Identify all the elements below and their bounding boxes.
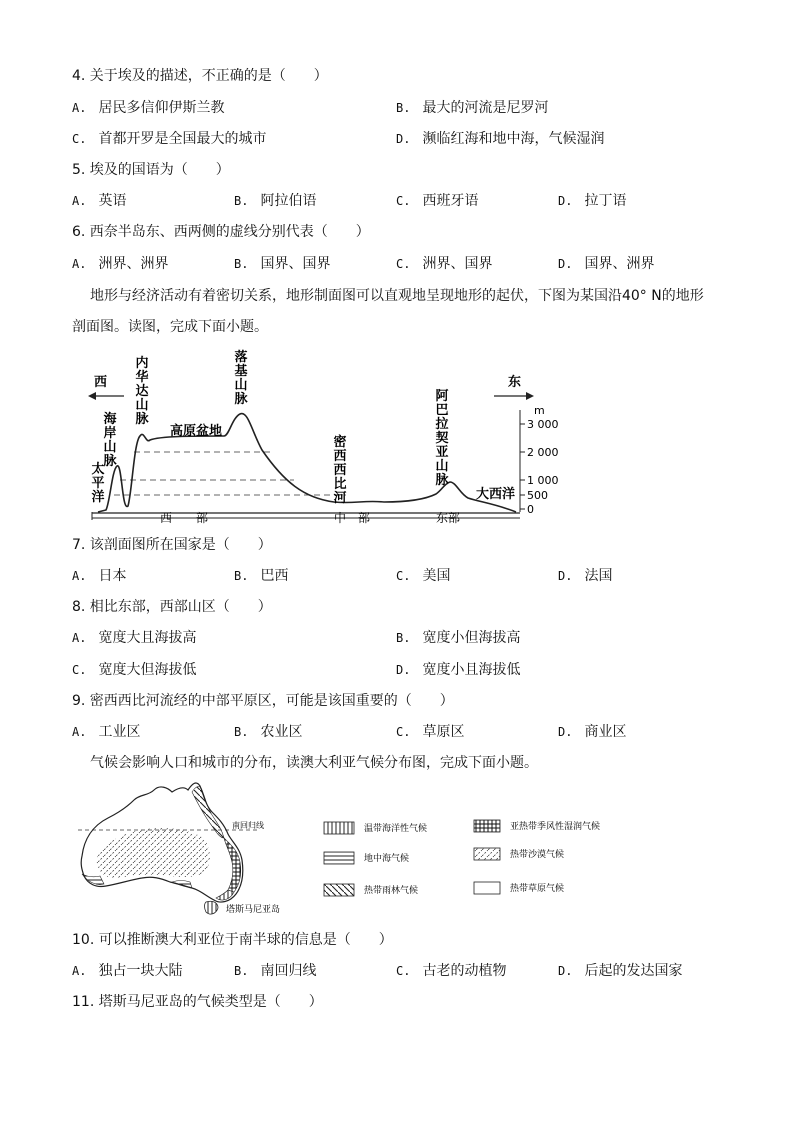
q8-option-d[interactable]: D. 宽度小且海拔低 [396,662,521,678]
q4-stem: 4. 关于埃及的描述，不正确的是（ ） [72,68,328,84]
q9-stem: 9. 密西西比河流经的中部平原区，可能是该国重要的（ ） [72,693,454,709]
legend-swatch-rainforest [324,884,354,896]
intro-paragraph-line2: 剖面图。读图，完成下面小题。 [72,319,268,335]
coast-range-char-3: 山 [103,440,117,455]
q9-option-d[interactable]: D. 商业区 [558,724,627,740]
coast-range-char-1: 海 [103,412,117,427]
region-central-label: 中 部 [334,511,371,525]
q11-stem: 11. 塔斯马尼亚岛的气候类型是（ ） [72,994,323,1010]
q8-stem: 8. 相比东部，西部山区（ ） [72,599,272,615]
q7-option-c[interactable]: C. 美国 [396,568,451,584]
q10-stem: 10. 可以推断澳大利亚位于南半球的信息是（ ） [72,932,393,948]
axis-tick-2000: 2 000 [527,446,559,459]
q5-option-d[interactable]: D. 拉丁语 [558,193,627,209]
tasmania-label: 塔斯马尼亚岛 [226,905,281,915]
q9-option-b[interactable]: B. 农业区 [234,724,303,740]
pacific-char-3: 洋 [91,490,105,505]
legend-swatch-oceanic [324,822,354,834]
q6-stem: 6. 西奈半岛东、西两侧的虚线分别代表（ ） [72,224,370,240]
intro-paragraph-line1: 地形与经济活动有着密切关系，地形制面图可以直观地呈现地形的起伏，下图为某国沿40° N的地形 [90,288,704,304]
atlantic-label: 大西洋 [476,487,516,502]
region-east-label: 东部 [436,511,461,525]
axis-tick-0: 0 [527,503,534,516]
q10-option-b[interactable]: B. 南回归线 [234,963,317,979]
q10-option-c[interactable]: C. 古老的动植物 [396,963,507,979]
appalachian-char-4: 契 [435,431,449,446]
axis-tick-500: 500 [527,489,548,502]
mississippi-char-5: 河 [333,491,347,506]
nevada-char-5: 脉 [135,412,149,427]
mediterranean-zone-south [172,881,192,889]
q10-option-a[interactable]: A. 独占一块大陆 [72,963,183,979]
nevada-char-1: 内 [135,356,149,371]
rocky-char-2: 基 [234,364,248,379]
pacific-char-2: 平 [91,476,105,491]
legend-label-oceanic: 温带海洋性气候 [364,824,428,834]
coast-range-char-4: 脉 [103,454,117,469]
axis-tick-1000: 1 000 [527,474,559,487]
axis-unit: m [534,404,545,417]
appalachian-char-1: 阿 [435,389,449,404]
q9-option-a[interactable]: A. 工业区 [72,724,141,740]
australia-climate-map [74,778,634,920]
appalachian-char-7: 脉 [435,473,449,488]
mississippi-char-4: 比 [333,477,347,492]
coast-range-char-2: 岸 [103,426,117,441]
east-label: 东 [508,375,522,390]
plateau-basin-label: 高原盆地 [170,424,223,439]
legend-label-savanna: 热带草原气候 [510,884,565,894]
mississippi-char-1: 密 [333,435,347,450]
legend-label-humid-subtropical: 亚热带季风性湿润气候 [510,822,601,832]
q8-option-a[interactable]: A. 宽度大且海拔高 [72,630,197,646]
appalachian-char-5: 亚 [435,445,449,460]
legend-swatch-humid-subtropical [474,820,500,832]
q7-stem: 7. 该剖面图所在国家是（ ） [72,537,272,553]
q7-option-a[interactable]: A. 日本 [72,568,127,584]
nevada-char-2: 华 [135,370,149,385]
q7-option-d[interactable]: D. 法国 [558,568,613,584]
nevada-char-4: 山 [135,398,149,413]
legend-swatch-desert [474,848,500,860]
pacific-char-1: 太 [91,462,105,477]
west-label: 西 [94,375,108,390]
terrain-profile-figure [84,350,559,525]
q4-option-a[interactable]: A. 居民多信仰伊斯兰教 [72,100,225,116]
q5-option-a[interactable]: A. 英语 [72,193,127,209]
q8-option-b[interactable]: B. 宽度小但海拔高 [396,630,521,646]
legend-label-desert: 热带沙漠气候 [510,850,565,860]
tropic-label: 南回归线 [232,821,264,830]
q5-option-b[interactable]: B. 阿拉伯语 [234,193,317,209]
legend-swatch-savanna [474,882,500,894]
legend-label-rainforest: 热带雨林气候 [364,886,419,896]
q6-option-d[interactable]: D. 国界、洲界 [558,256,655,272]
q5-option-c[interactable]: C. 西班牙语 [396,193,479,209]
q4-option-b[interactable]: B. 最大的河流是尼罗河 [396,100,549,116]
q8-option-c[interactable]: C. 宽度大但海拔低 [72,662,197,678]
q6-option-b[interactable]: B. 国界、国界 [234,256,331,272]
q4-option-d[interactable]: D. 濒临红海和地中海，气候湿润 [396,131,605,147]
profile-terrain-line [98,414,516,512]
rocky-char-3: 山 [234,378,248,393]
legend-swatch-mediterranean [324,852,354,864]
q4-option-c[interactable]: C. 首都开罗是全国最大的城市 [72,131,267,147]
mississippi-char-3: 西 [333,463,347,478]
legend-label-mediterranean: 地中海气候 [364,854,410,864]
climate-intro-paragraph: 气候会影响人口和城市的分布，读澳大利亚气候分布图，完成下面小题。 [90,755,538,771]
q5-stem: 5. 埃及的国语为（ ） [72,162,230,178]
mississippi-char-2: 西 [333,449,347,464]
q6-option-a[interactable]: A. 洲界、洲界 [72,256,169,272]
q10-option-d[interactable]: D. 后起的发达国家 [558,963,683,979]
axis-tick-3000: 3 000 [527,418,559,431]
rocky-char-4: 脉 [234,392,248,407]
nevada-char-3: 达 [135,384,149,399]
tasmania-island [205,901,219,914]
region-west-label: 西 部 [160,511,209,525]
rocky-char-1: 落 [234,350,248,365]
appalachian-char-2: 巴 [435,403,449,418]
q6-option-c[interactable]: C. 洲界、国界 [396,256,493,272]
q9-option-c[interactable]: C. 草原区 [396,724,465,740]
q7-option-b[interactable]: B. 巴西 [234,568,289,584]
appalachian-char-3: 拉 [435,417,449,432]
appalachian-char-6: 山 [435,459,449,474]
